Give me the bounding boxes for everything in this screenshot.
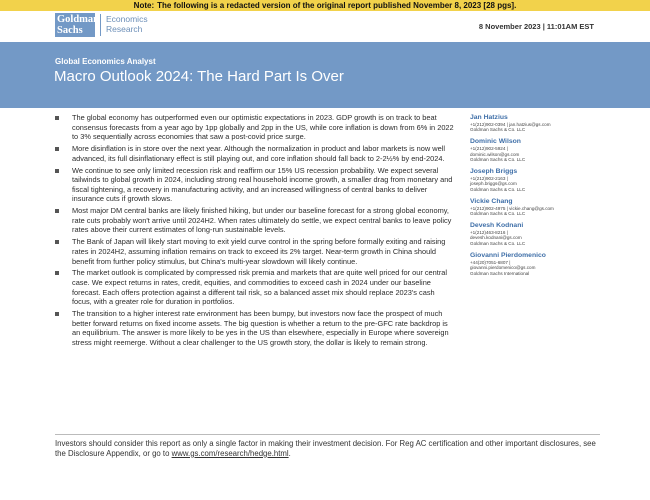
- disclosure-link[interactable]: www.gs.com/research/hedge.html: [171, 448, 289, 458]
- author-contact[interactable]: +1(212)902-4975 | vickie.chang@gs.com: [470, 205, 554, 211]
- bullet-square-icon: [55, 209, 59, 213]
- author-email[interactable]: devesh.kodnani@gs.com: [470, 235, 522, 241]
- bullet-square-icon: [55, 169, 59, 173]
- author-name[interactable]: Giovanni Pierdomenico: [470, 251, 546, 259]
- author-firm: Goldman Sachs & Co. LLC: [470, 186, 526, 192]
- report-title: Macro Outlook 2024: The Hard Part Is Over: [54, 68, 344, 85]
- logo-divider: [100, 14, 101, 36]
- author-email[interactable]: joseph.briggs@gs.com: [470, 181, 517, 187]
- title-banner: [0, 42, 650, 108]
- report-series: Global Economics Analyst: [55, 57, 156, 66]
- bullet-square-icon: [55, 312, 59, 316]
- bullet-square-icon: [55, 116, 59, 120]
- author-firm: Goldman Sachs & Co. LLC: [470, 240, 526, 246]
- bullet-square-icon: [55, 240, 59, 244]
- key-point: Most major DM central banks are likely finished hiking, but under our baseline forecast for a strong global economy, rate cuts probably won't arrive until 2024H2. When rates ultimately do settle, we expect central banks to leave policy rates above their current estimates of long-run sustainable levels.: [55, 206, 455, 235]
- author-email[interactable]: giovanni.pierdomenico@gs.com: [470, 265, 536, 271]
- redaction-note-bar: [0, 0, 650, 11]
- key-point: More disinflation is in store over the next year. Although the normalization in product and labor markets is now well advanced, its full disinflationary effect is still playing out, and core inflation should fall back to 2-2½% by end-2024.: [55, 144, 455, 163]
- author-entry: [470, 252, 600, 276]
- author-firm: Goldman Sachs & Co. LLC: [470, 157, 526, 163]
- author-contact[interactable]: +1(212)902-0394 | jan.hatzius@gs.com: [470, 122, 551, 127]
- author-name[interactable]: Joseph Briggs: [470, 168, 518, 176]
- author-phone: +44(20)7051-6807 |: [470, 259, 511, 265]
- author-entry: [470, 114, 600, 133]
- author-name[interactable]: Dominic Wilson: [470, 138, 521, 146]
- author-firm: Goldman Sachs & Co. LLC: [470, 127, 526, 133]
- key-point: The Bank of Japan will likely start moving to exit yield curve control in the spring before formally exiting and raising rates in 2024H2, assuming inflation remains on track to exceed its 2% target. Near-term growth in China should benefit from further policy stimulus, but China's multi-year slowdown will likely continue.: [55, 237, 455, 266]
- publication-date: 8 November 2023 | 11:01AM EST: [478, 22, 594, 31]
- key-points-list: [55, 113, 455, 350]
- disclaimer-text: Investors should consider this report as only a single factor in making their investment decision. For Reg AC certification and other important disclosures, see the Disclosure Appendix, or go to: [55, 439, 596, 458]
- key-point: We continue to see only limited recession risk and reaffirm our 15% US recession probability. We expect several tailwinds to global growth in 2024, including strong real household income growth, a smaller drag from monetary and fiscal tightening, a recovery in manufacturing activity, and an increased willingness of central banks to deliver insurance cuts if growth slows.: [55, 166, 455, 204]
- author-entry: [470, 198, 600, 217]
- author-name[interactable]: Vickie Chang: [470, 197, 513, 205]
- key-point: The transition to a higher interest rate environment has been bumpy, but investors now face the prospect of much better forward returns on fixed income assets. The big question is whether a return to the pre-GFC rate backdrop is an equilibrium. The answer is more likely to be yes in the US than elsewhere, especially in Europe where sovereign stress might reemerge. Without a clear challenger to the US growth story, the dollar is likely to remain strong.: [55, 309, 455, 347]
- author-entry: [470, 138, 600, 162]
- bullet-square-icon: [55, 147, 59, 151]
- author-phone: +1(212)902-2163 |: [470, 176, 508, 182]
- author-firm: Goldman Sachs International: [470, 270, 530, 276]
- note-text: The following is a redacted version of the original report published November 8, 2023 [28 pgs].: [157, 1, 517, 10]
- author-name[interactable]: Jan Hatzius: [470, 114, 508, 121]
- author-phone: +1(212)902-5924 |: [470, 146, 508, 152]
- goldman-sachs-logo: Goldman Sachs: [57, 14, 100, 36]
- author-entry: [470, 168, 600, 192]
- bullet-square-icon: [55, 271, 59, 275]
- author-name[interactable]: Devesh Kodnani: [470, 222, 524, 230]
- report-header: [0, 11, 650, 41]
- department-label: Economics Research: [106, 14, 148, 34]
- key-point: The market outlook is complicated by compressed risk premia and markets that are quite well priced for our central case. We expect returns in rates, credit, equities, and commodities to exceed cash in 2024 under our baseline forecast. Each offers protection against a different tail risk, so a balanced asset mix should replace 2023's cash focus, with a greater role for duration in portfolios.: [55, 268, 455, 306]
- authors-sidebar: [470, 114, 600, 282]
- key-point: The global economy has outperformed even our optimistic expectations in 2023. GDP growth is on track to beat consensus forecasts from a year ago by 1pp globally and 2pp in the US, while core inflation is down from 6% in 2022 to 3% sequentially across economies that saw a post-covid price surge.: [55, 113, 455, 142]
- author-firm: Goldman Sachs & Co. LLC: [470, 211, 526, 217]
- note-label: Note:: [133, 1, 155, 10]
- author-entry: [470, 222, 600, 246]
- disclaimer: [55, 434, 600, 458]
- author-email[interactable]: dominic.wilson@gs.com: [470, 151, 520, 157]
- disclaimer-tail: .: [288, 448, 291, 458]
- author-phone: +1(212)463-8216 |: [470, 230, 508, 236]
